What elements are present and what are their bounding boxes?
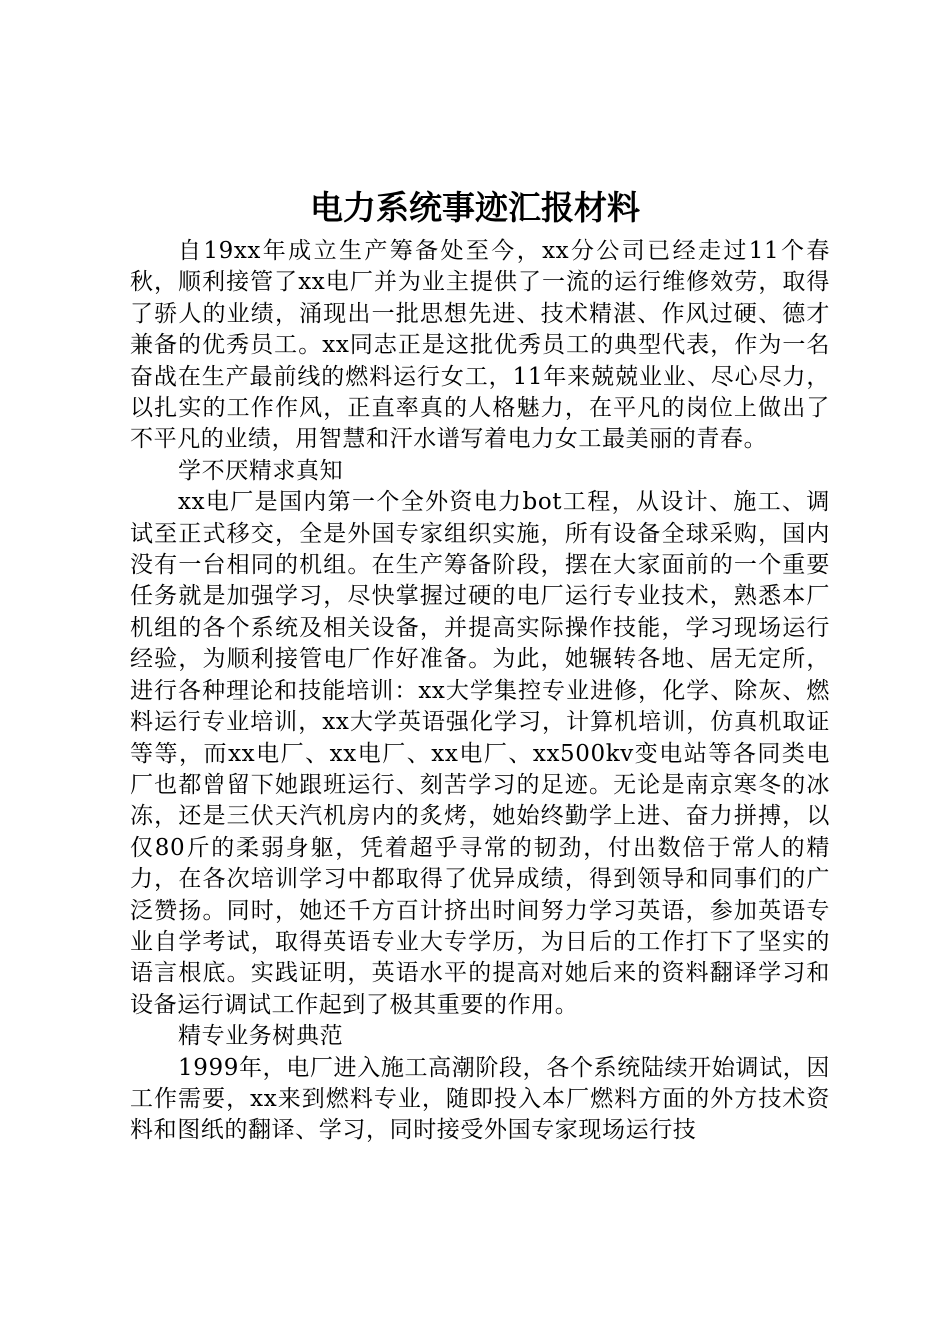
document-title: 电力系统事迹汇报材料 [310, 188, 640, 227]
section-heading-expertise: 精专业务树典范 [178, 1023, 344, 1050]
paragraph-expertise: 1999年，电厂进入施工高潮阶段，各个系统陆续开始调试，因工作需要，xx来到燃料专业，随即投入本厂燃料方面的外方技术资料和图纸的翻译、学习，同时接受外国专家现场运行技 [130, 1054, 830, 1144]
section-heading-study: 学不厌精求真知 [178, 457, 344, 484]
paragraph-intro: 自19xx年成立生产筹备处至今，xx分公司已经走过11个春秋，顺利接管了xx电厂并为业主提供了一流的运行维修效劳，取得了骄人的业绩，涌现出一批思想先进、技术精湛、作风过硬、德才兼备的优秀员工。xx同志正是这批优秀员工的典型代表，作为一名奋战在生产最前线的燃料运行女工，11年来兢兢业业、尽心尽力，以扎实的工作作风，正直率真的人格魅力，在平凡的岗位上做出了不平凡的业绩，用智慧和汗水谱写着电力女工最美丽的青春。 [130, 238, 830, 453]
paragraph-study: xx电厂是国内第一个全外资电力bot工程，从设计、施工、调试至正式移交，全是外国专家组织实施，所有设备全球采购，国内没有一台相同的机组。在生产筹备阶段，摆在大家面前的一个重要任务就是加强学习，尽快掌握过硬的电厂运行专业技术，熟悉本厂机组的各个系统及相关设备，并提高实际操作技能，学习现场运行经验，为顺利接管电厂作好准备。为此，她辗转各地、居无定所，进行各种理论和技能培训：xx大学集控专业进修，化学、除灰、燃料运行专业培训，xx大学英语强化学习，计算机培训，仿真机取证等等，而xx电厂、xx电厂、xx电厂、xx500kv变电站等各同类电厂也都曾留下她跟班运行、刻苦学习的足迹。无论是南京寒冬的冰冻，还是三伏天汽机房内的炙烤，她始终勤学上进、奋力拼搏，以仅80斤的柔弱身躯，凭着超乎寻常的韧劲，付出数倍于常人的精力，在各次培训学习中都取得了优异成绩，得到领导和同事们的广泛赞扬。同时，她还千方百计挤出时间努力学习英语，参加英语专业自学考试，取得英语专业大专学历，为日后的工作打下了坚实的语言根底。实践证明，英语水平的提高对她后来的资料翻译学习和设备运行调试工作起到了极其重要的作用。 [130, 489, 830, 1018]
document-body [130, 236, 830, 1147]
